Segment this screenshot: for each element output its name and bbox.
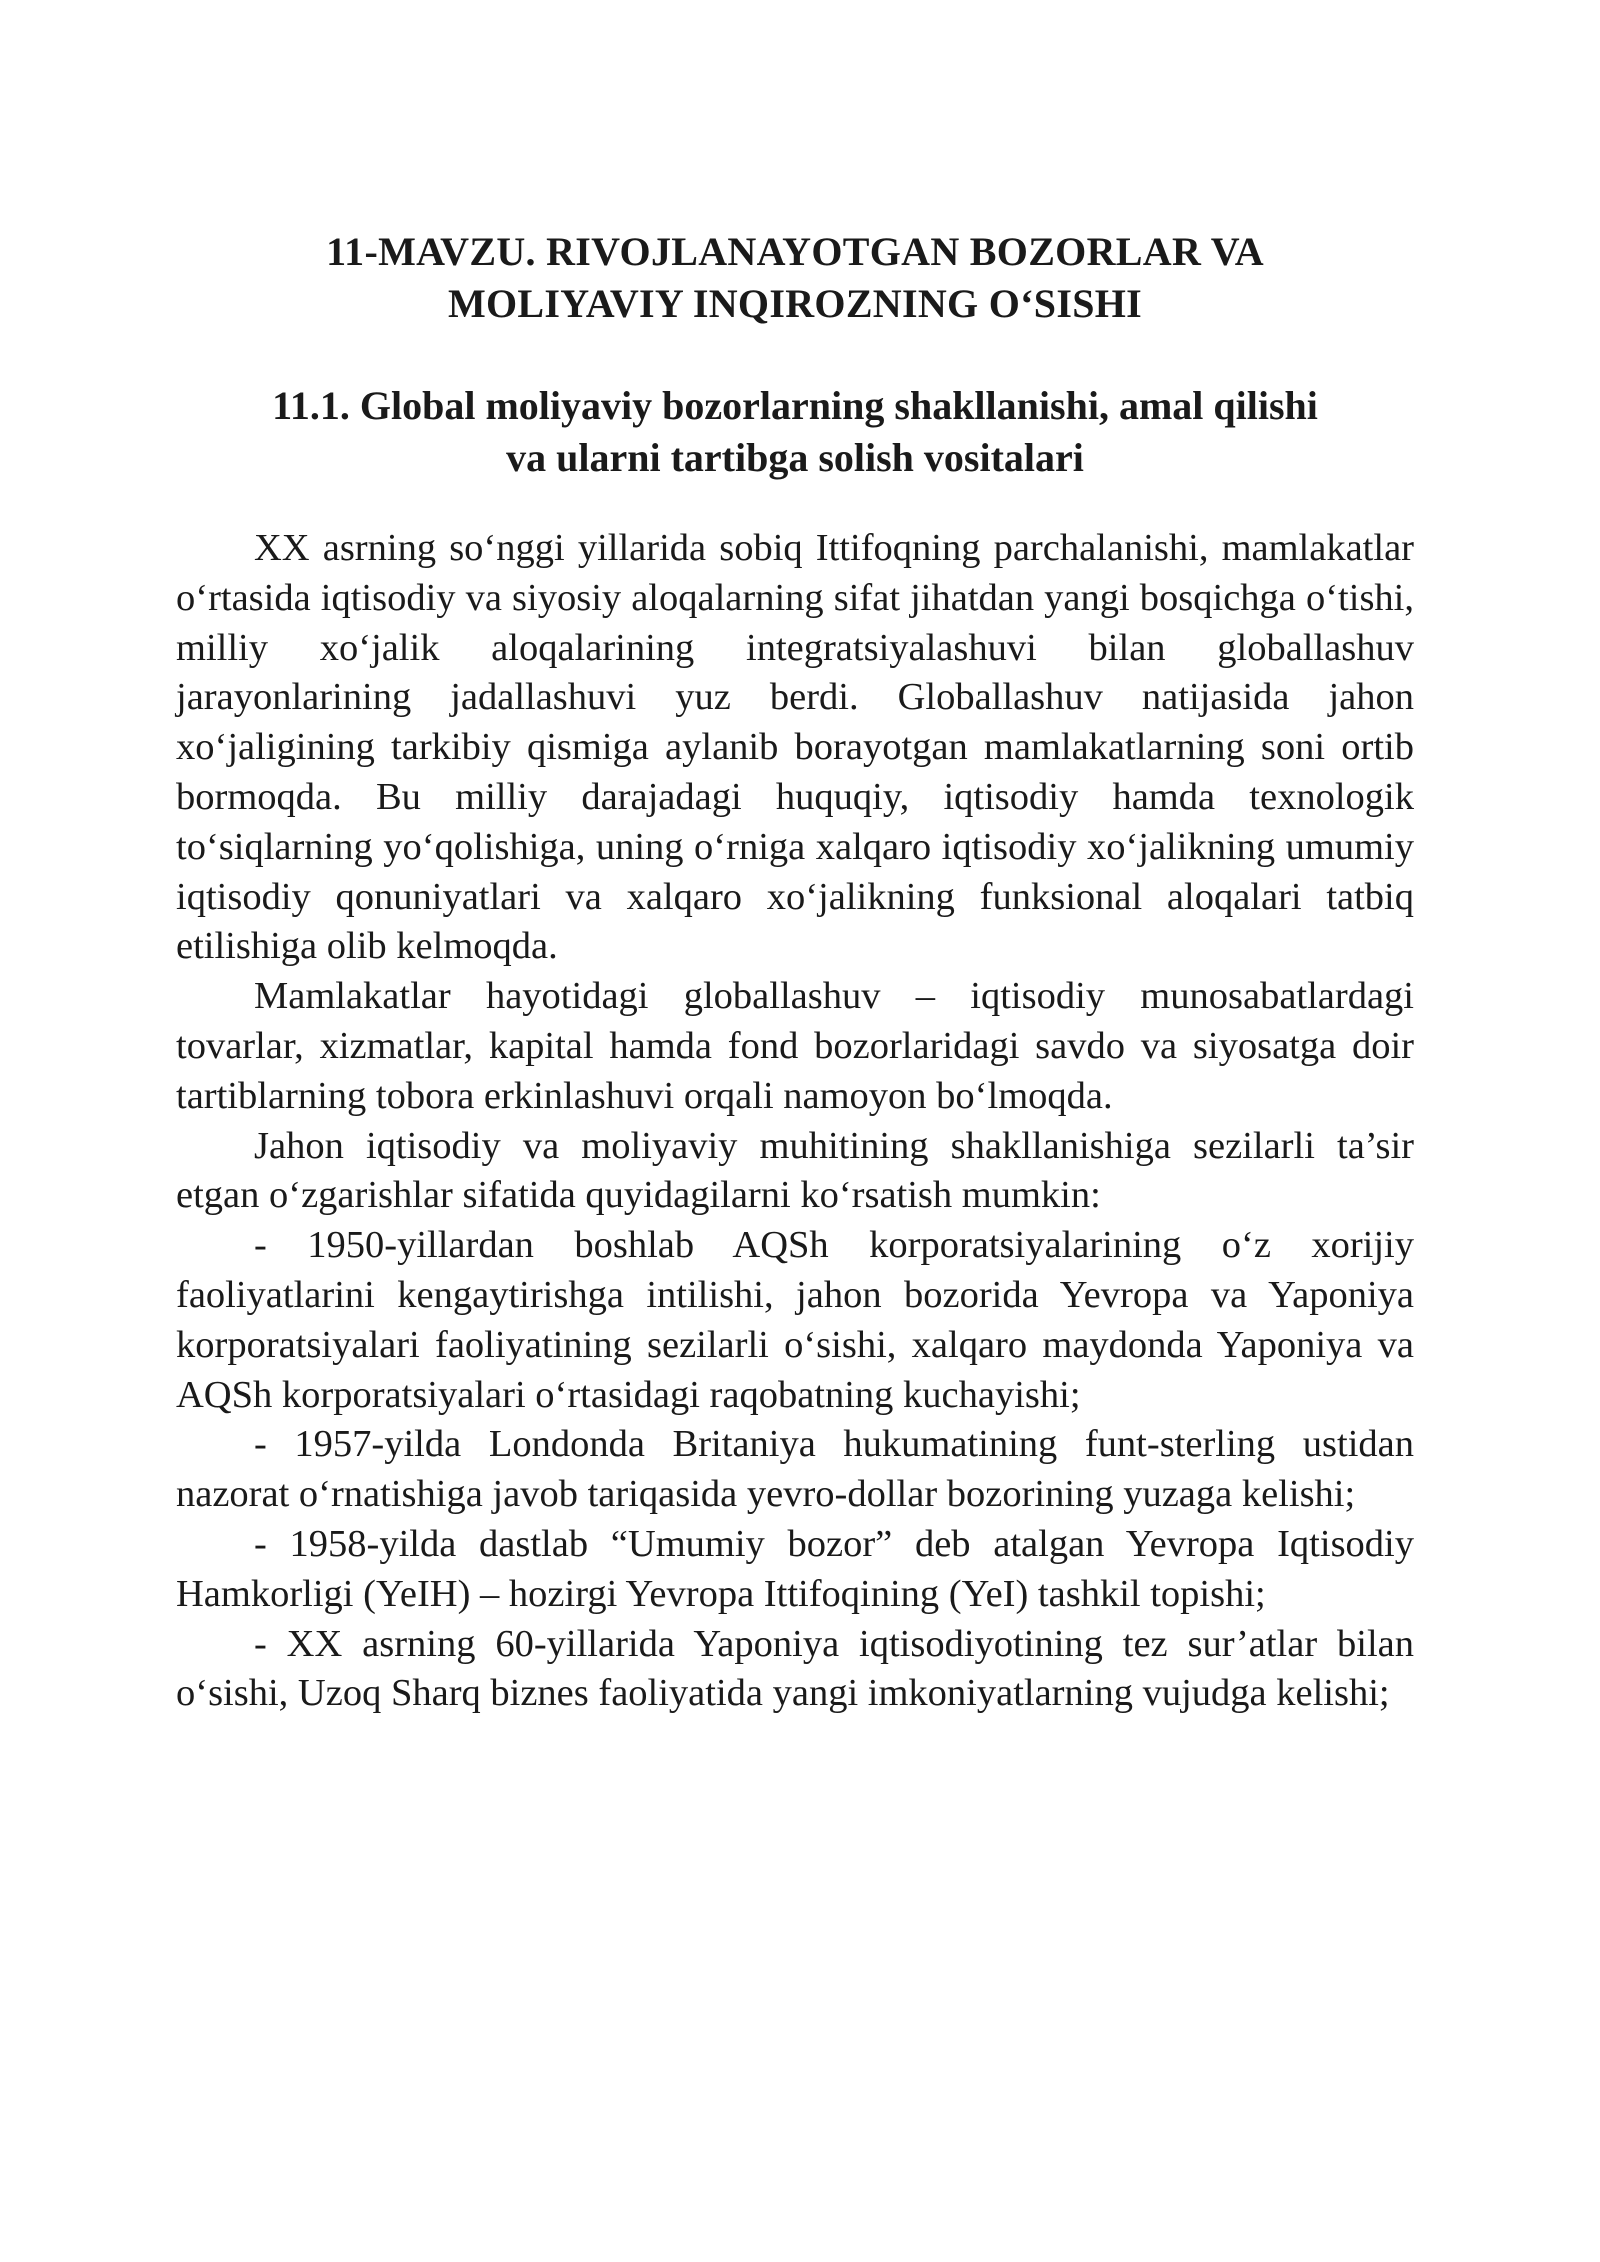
paragraph-changes-intro: Jahon iqtisodiy va moliyaviy muhitining shakllanishiga sezilarli ta’sir etgan o‘zgarishlar sifatida quyidagilarni ko‘rsatish mumkin: bbox=[176, 1124, 1414, 1217]
section-title-line-1: 11.1. Global moliyaviy bozorlarning shakllanishi, amal qilishi bbox=[272, 383, 1318, 428]
section-title-line-2: va ularni tartibga solish vositalari bbox=[506, 435, 1084, 480]
document-page bbox=[176, 0, 1414, 1719]
body-text bbox=[176, 524, 1414, 1719]
chapter-title-line-2: MOLIYAVIY INQIROZNING O‘SISHI bbox=[447, 281, 1143, 326]
paragraph-globalization: Mamlakatlar hayotidagi globallashuv – iqtisodiy munosabatlardagi tovarlar, xizmatlar, kapital hamda fond bozorlaridagi savdo va siyosatga doir tartiblarning tobora erkinlashuvi orqali namoyon bo‘lmoqda. bbox=[176, 975, 1414, 1117]
list-item-1950s: - 1950-yillardan boshlab AQSh korporatsiyalarining o‘z xorijiy faoliyatlarini kengaytirishga intilishi, jahon bozorida Yevropa va Yaponiya korporatsiyalari faoliyatining sezilarli o‘sishi, xalqaro maydonda Yaponiya va AQSh korporatsiyalari o‘rtasidagi raqobatning kuchayishi; bbox=[176, 1224, 1414, 1416]
section-title bbox=[176, 380, 1414, 484]
list-item-1958: - 1958-yilda dastlab “Umumiy bozor” deb atalgan Yevropa Iqtisodiy Hamkorligi (YeIH) – hozirgi Yevropa Ittifoqining (YeI) tashkil topishi; bbox=[176, 1522, 1414, 1615]
paragraph-intro: XX asrning so‘nggi yillarida sobiq Ittifoqning parchalanishi, mamlakatlar o‘rtasida iqtisodiy va siyosiy aloqalarning sifat jihatdan yangi bosqichga o‘tishi, milliy xo‘jalik aloqalarining integratsiyalashuvi bilan globallashuv jarayonlarining jadallashuvi yuz berdi. Globallashuv natijasida jahon xo‘jaligining tarkibiy qismiga aylanib borayotgan mamlakatlarning soni ortib bormoqda. Bu milliy darajadagi huquqiy, iqtisodiy hamda texnologik to‘siqlarning yo‘qolishiga, uning o‘rniga xalqaro iqtisodiy xo‘jalikning umumiy iqtisodiy qonuniyatlari va xalqaro xo‘jalikning funksional aloqalari tatbiq etilishiga olib kelmoqda. bbox=[176, 527, 1414, 968]
list-item-1960s: - XX asrning 60-yillarida Yaponiya iqtisodiyotining tez sur’atlar bilan o‘sishi, Uzoq Sharq biznes faoliyatida yangi imkoniyatlarning vujudga kelishi; bbox=[176, 1622, 1414, 1715]
list-item-1957: - 1957-yilda Londonda Britaniya hukumatining funt-sterling ustidan nazorat o‘rnatishiga javob tariqasida yevro-dollar bozorining yuzaga kelishi; bbox=[176, 1423, 1414, 1516]
chapter-title-line-1: 11-MAVZU. RIVOJLANAYOTGAN BOZORLAR VA bbox=[326, 229, 1264, 274]
chapter-title bbox=[176, 0, 1414, 330]
